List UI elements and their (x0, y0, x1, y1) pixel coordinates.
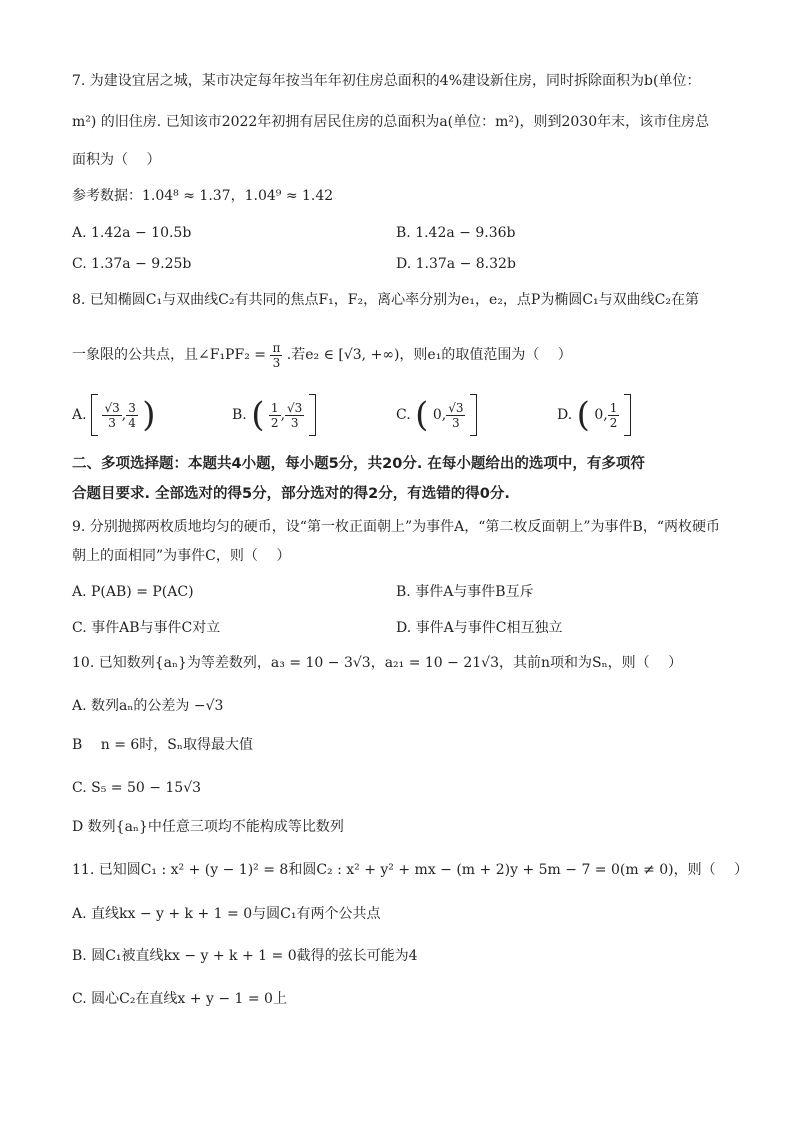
q7-stem-line2: m²) 的旧住房. 已知该市2022年初拥有居民住房的总面积为a(单位：m²)，则到2030年末，该市住房总 (72, 114, 710, 130)
q8-option-a-right (126, 401, 138, 430)
paren-left-icon: ( (251, 395, 265, 435)
q8-stem-line2-end: .若e₂ ∈ [√3, +∞)，则e₁的取值范围为（ ） (286, 347, 572, 363)
q8-option-a-right-den: 4 (128, 415, 136, 430)
q8-stem-line1: 8. 已知椭圆C₁与双曲线C₂有共同的焦点F₁，F₂，离心率分别为e₁，e₂，点P为椭圆C₁与双曲线C₂在第 (72, 292, 699, 308)
q8-option-c-right-den: 3 (452, 415, 460, 430)
q7-option-a: A. 1.42a − 10.5b (72, 225, 192, 241)
q8-option-b-left-num: 1 (270, 400, 279, 415)
q11-option-b: B. 圆C₁被直线kx − y + k + 1 = 0截得的弦长可能为4 (72, 948, 418, 964)
q9-stem-line2: 朝上的面相同”为事件C，则（ ） (72, 548, 291, 564)
q7-option-c: C. 1.37a − 9.25b (72, 256, 192, 272)
q8-stem-line2-start: 一象限的公共点，且∠F₁PF₂ = (72, 347, 266, 363)
q8-option-d-left: 0, (594, 407, 608, 423)
q8-option-c-right (446, 401, 465, 430)
q10-stem: 10. 已知数列{aₙ}为等差数列，a₃ = 10 − 3√3，a₂₁ = 10 − 21√3，其前n项和为Sₙ，则（ ） (72, 655, 683, 671)
q7-stem-line1: 7. 为建设宜居之城，某市决定每年按当年年初住房总面积的4%建设新住房，同时拆除面积为b(单位： (72, 73, 701, 89)
q10-option-b: B n = 6时，Sₙ取得最大值 (72, 737, 253, 753)
q8-option-a-left-den: 3 (108, 415, 116, 430)
q10-option-c: C. S₅ = 50 − 15√3 (72, 780, 202, 796)
q8-angle-den: 3 (272, 355, 281, 370)
q8-option-b-label: B. (232, 407, 247, 423)
q8-option-b-right-den: 3 (290, 415, 299, 430)
paren-left-icon: ( (415, 395, 429, 435)
bracket-right-icon (470, 394, 477, 436)
bracket-right-icon (309, 394, 316, 436)
q11-option-c: C. 圆心C₂在直线x + y − 1 = 0上 (72, 991, 287, 1007)
q8-option-a-label: A. (72, 407, 87, 423)
paren-left-icon: ( (576, 395, 590, 435)
q8-stem-line2 (72, 340, 572, 370)
q9-option-c: C. 事件AB与事件C对立 (72, 620, 221, 636)
q7-option-d: D. 1.37a − 8.32b (396, 256, 516, 272)
q8-angle-fraction (270, 341, 282, 370)
paren-right-icon: ) (142, 395, 156, 435)
q10-option-a: A. 数列aₙ的公差为 −√3 (72, 698, 224, 714)
q8-option-b-left (269, 401, 281, 430)
section2-heading-line2: 合题目要求. 全部选对的得5分，部分选对的得2分，有选错的得0分. (72, 486, 510, 502)
q8-option-c (396, 393, 477, 437)
q8-option-c-left: 0, (432, 407, 447, 423)
bracket-left-icon (91, 394, 98, 436)
q8-option-a-left-num: √3 (104, 400, 120, 415)
q8-option-c-right-num: √3 (448, 400, 464, 415)
q7-option-b: B. 1.42a − 9.36b (396, 225, 516, 241)
q8-option-a: A. $\frac{√3}{3}$ , $\frac{3}{4}$ ) (72, 395, 156, 435)
q9-option-a: A. P(AB) = P(AC) (72, 584, 194, 600)
q10-option-d: D 数列{aₙ}中任意三项均不能构成等比数列 (72, 819, 344, 835)
q8-option-d-right-num: 1 (609, 400, 618, 415)
q8-angle-num: π (272, 340, 281, 355)
q8-option-d-right (608, 401, 620, 430)
q9-option-d: D. 事件A与事件C相互独立 (396, 620, 563, 636)
q7-stem-line3: 面积为（ ） (72, 152, 161, 168)
q8-option-d-label: D. (557, 407, 573, 423)
q8-option-b-left-den: 2 (270, 415, 279, 430)
section2-heading-line1: 二、多项选择题：本题共4小题，每小题5分，共20分. 在每小题给出的选项中，有多项符 (72, 456, 645, 472)
q8-option-d-right-den: 2 (609, 415, 618, 430)
q8-option-b: B. ( $\frac{1}{2}$ , $\frac{√3}{3}$ (232, 393, 316, 437)
bracket-right-icon (624, 394, 631, 436)
q11-stem: 11. 已知圆C₁ : x² + (y − 1)² = 8和圆C₂ : x² + y² + mx − (m + 2)y + 5m − 7 = 0(m ≠ 0)，则（ ） (72, 862, 749, 878)
q8-option-d (557, 393, 631, 437)
q9-option-b: B. 事件A与事件B互斥 (396, 584, 534, 600)
q8-option-c-label: C. (396, 407, 411, 423)
q8-option-b-right-num: √3 (287, 400, 303, 415)
q8-option-a-right-num: 3 (128, 400, 136, 415)
q11-option-a: A. 直线kx − y + k + 1 = 0与圆C₁有两个公共点 (72, 906, 381, 922)
q7-reference-data: 参考数据：1.04⁸ ≈ 1.37，1.04⁹ ≈ 1.42 (72, 188, 334, 204)
q8-option-b-right (285, 401, 304, 430)
q8-option-a-left (102, 401, 121, 430)
q9-stem-line1: 9. 分别抛掷两枚质地均匀的硬币，设“第一枚正面朝上”为事件A，“第二枚反面朝上”为事件B，“两枚硬币 (72, 519, 720, 535)
